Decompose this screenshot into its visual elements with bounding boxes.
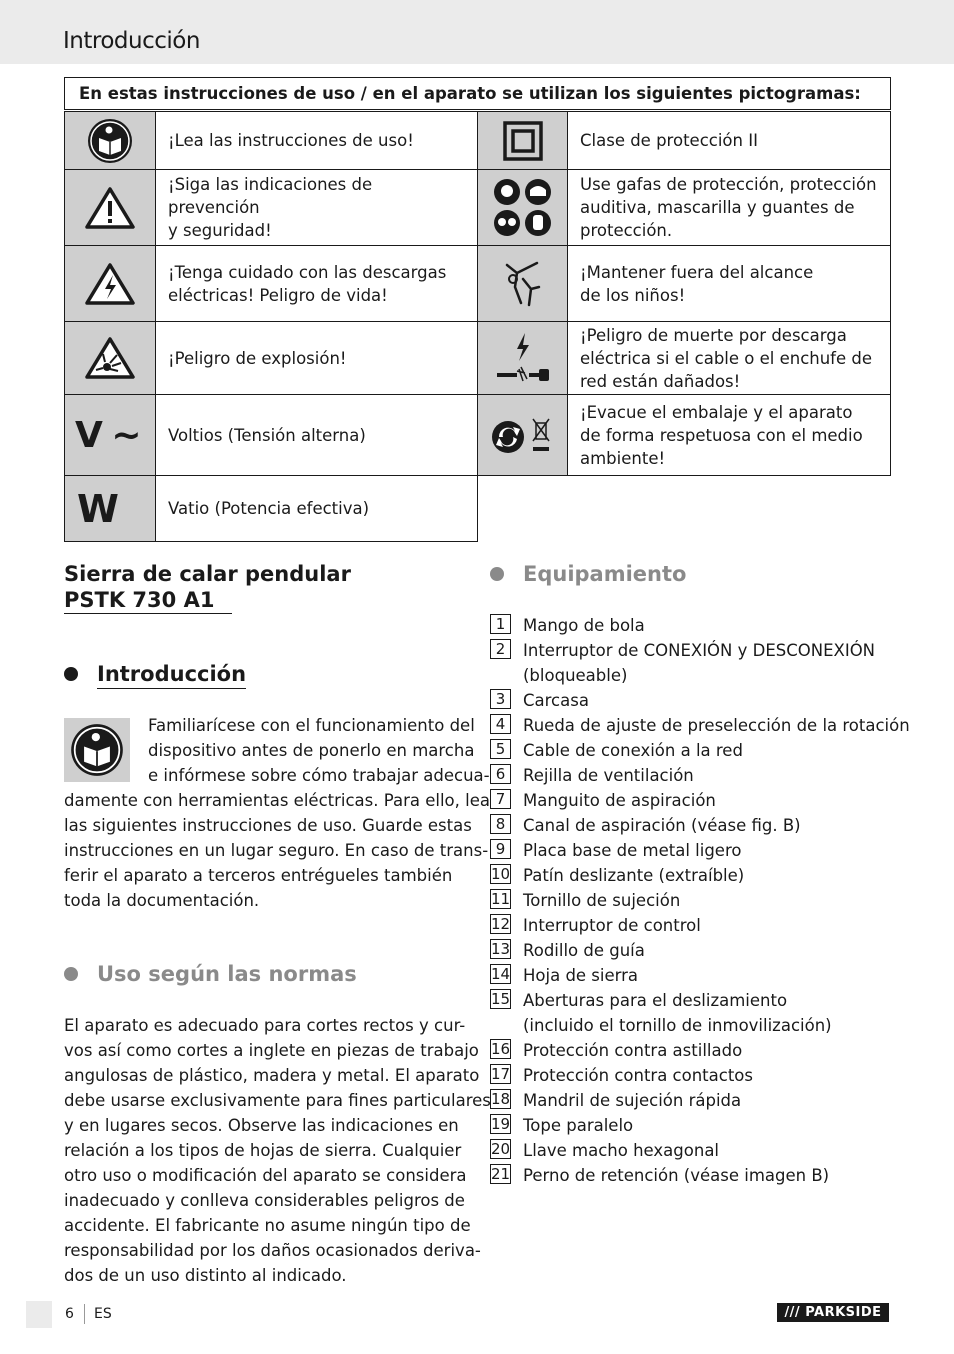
- footer-box: [26, 1301, 52, 1328]
- list-item: 12 Interruptor de control: [491, 915, 701, 935]
- warning-triangle-icon: [64, 169, 156, 246]
- read-manual-icon: [64, 111, 156, 170]
- explosion-icon: [64, 321, 156, 395]
- list-item: 3 Carcasa: [490, 688, 910, 713]
- list-item: 7 Manguito de aspiración: [490, 788, 910, 813]
- watt-symbol: W: [77, 486, 119, 531]
- pictogram-text-protection-class: Clase de protección II: [567, 111, 891, 170]
- section-bullet: [64, 667, 78, 681]
- pictogram-text-recycling: ¡Evacue el embalaje y el aparato de forma respetuosa con el medio ambiente!: [567, 394, 891, 476]
- list-item: 14 Hoja de sierra: [491, 965, 639, 985]
- list-item: 6 Rejilla de ventilación: [490, 763, 910, 788]
- list-item: 17 Protección contra contactos: [491, 1065, 753, 1085]
- equipment-heading: Equipamiento: [523, 562, 687, 586]
- footer-divider: [84, 1304, 85, 1324]
- list-item: 8 Canal de aspiración (véase fig. B): [490, 813, 910, 838]
- volt-ac-symbol: V ~: [75, 414, 140, 456]
- read-manual-icon: [64, 718, 130, 782]
- pictogram-text-electric: ¡Tenga cuidado con las descargas eléctricas! Peligro de vida!: [155, 245, 478, 322]
- list-item: 1 Mango de bola: [490, 613, 910, 638]
- section-bullet: [64, 967, 78, 981]
- brand-logo: /// PARKSIDE: [777, 1303, 889, 1322]
- equipment-list: [490, 613, 910, 1188]
- list-item: 5 Cable de conexión a la red: [490, 738, 910, 763]
- watt-icon: [64, 475, 156, 542]
- volt-ac-icon: [64, 394, 156, 476]
- pictogram-table: [64, 77, 891, 542]
- usage-heading: Uso según las normas: [97, 962, 357, 986]
- pictogram-text-read-manual: ¡Lea las instrucciones de uso!: [155, 111, 478, 170]
- pictogram-table-heading: En estas instrucciones de uso / en el aparato se utilizan los siguientes pictogramas:: [64, 77, 891, 110]
- list-item: 11 Tornillo de sujeción: [491, 890, 681, 910]
- list-item: 4 Rueda de ajuste de preselección de la rotación: [490, 713, 910, 738]
- recycling-icon: [477, 394, 568, 476]
- section-bullet: [490, 567, 504, 581]
- list-item: 2 Interruptor de CONEXIÓN y DESCONEXIÓN (bloqueable): [490, 638, 910, 688]
- list-item: 18 Mandril de sujeción rápida: [491, 1090, 742, 1110]
- page-title: Introducción: [63, 28, 200, 54]
- list-item: 20 Llave macho hexagonal: [491, 1140, 720, 1160]
- list-item: 21 Perno de retención (véase imagen B): [491, 1165, 830, 1185]
- pictogram-text-explosion: ¡Peligro de explosión!: [155, 321, 478, 395]
- language-code: ES: [94, 1306, 112, 1322]
- page-number: 6: [65, 1306, 74, 1322]
- pictogram-text-safety: ¡Siga las indicaciones de prevención y seguridad!: [155, 169, 478, 246]
- pictogram-text-children: ¡Mantener fuera del alcance de los niños!: [567, 245, 891, 322]
- pictogram-text-volt: Voltios (Tensión alterna): [155, 394, 478, 476]
- list-item: 15 Aberturas para el deslizamiento (incluido el tornillo de inmovilización): [491, 990, 832, 1035]
- ppe-icon: [477, 169, 568, 246]
- pictogram-text-ppe: Use gafas de protección, protección auditiva, mascarilla y guantes de protección.: [567, 169, 891, 246]
- damaged-cable-icon: [477, 321, 568, 395]
- intro-heading: Introducción: [97, 660, 246, 689]
- keep-from-children-icon: [477, 245, 568, 322]
- list-item: 16 Protección contra astillado: [491, 1040, 743, 1060]
- list-item: 19 Tope paralelo: [491, 1115, 634, 1135]
- list-item: 10 Patín deslizante (extraíble): [491, 865, 745, 885]
- protection-class-ii-icon: [477, 111, 568, 170]
- product-title: Sierra de calar pendular PSTK 730 A1: [64, 562, 351, 612]
- electric-shock-icon: [64, 245, 156, 322]
- list-item: 13 Rodillo de guía: [491, 940, 645, 960]
- pictogram-text-watt: Vatio (Potencia efectiva): [155, 475, 478, 542]
- pictogram-text-damaged-cable: ¡Peligro de muerte por descarga eléctrica si el cable o el enchufe de red están dañados!: [567, 321, 891, 395]
- list-item: 9 Placa base de metal ligero: [490, 838, 910, 863]
